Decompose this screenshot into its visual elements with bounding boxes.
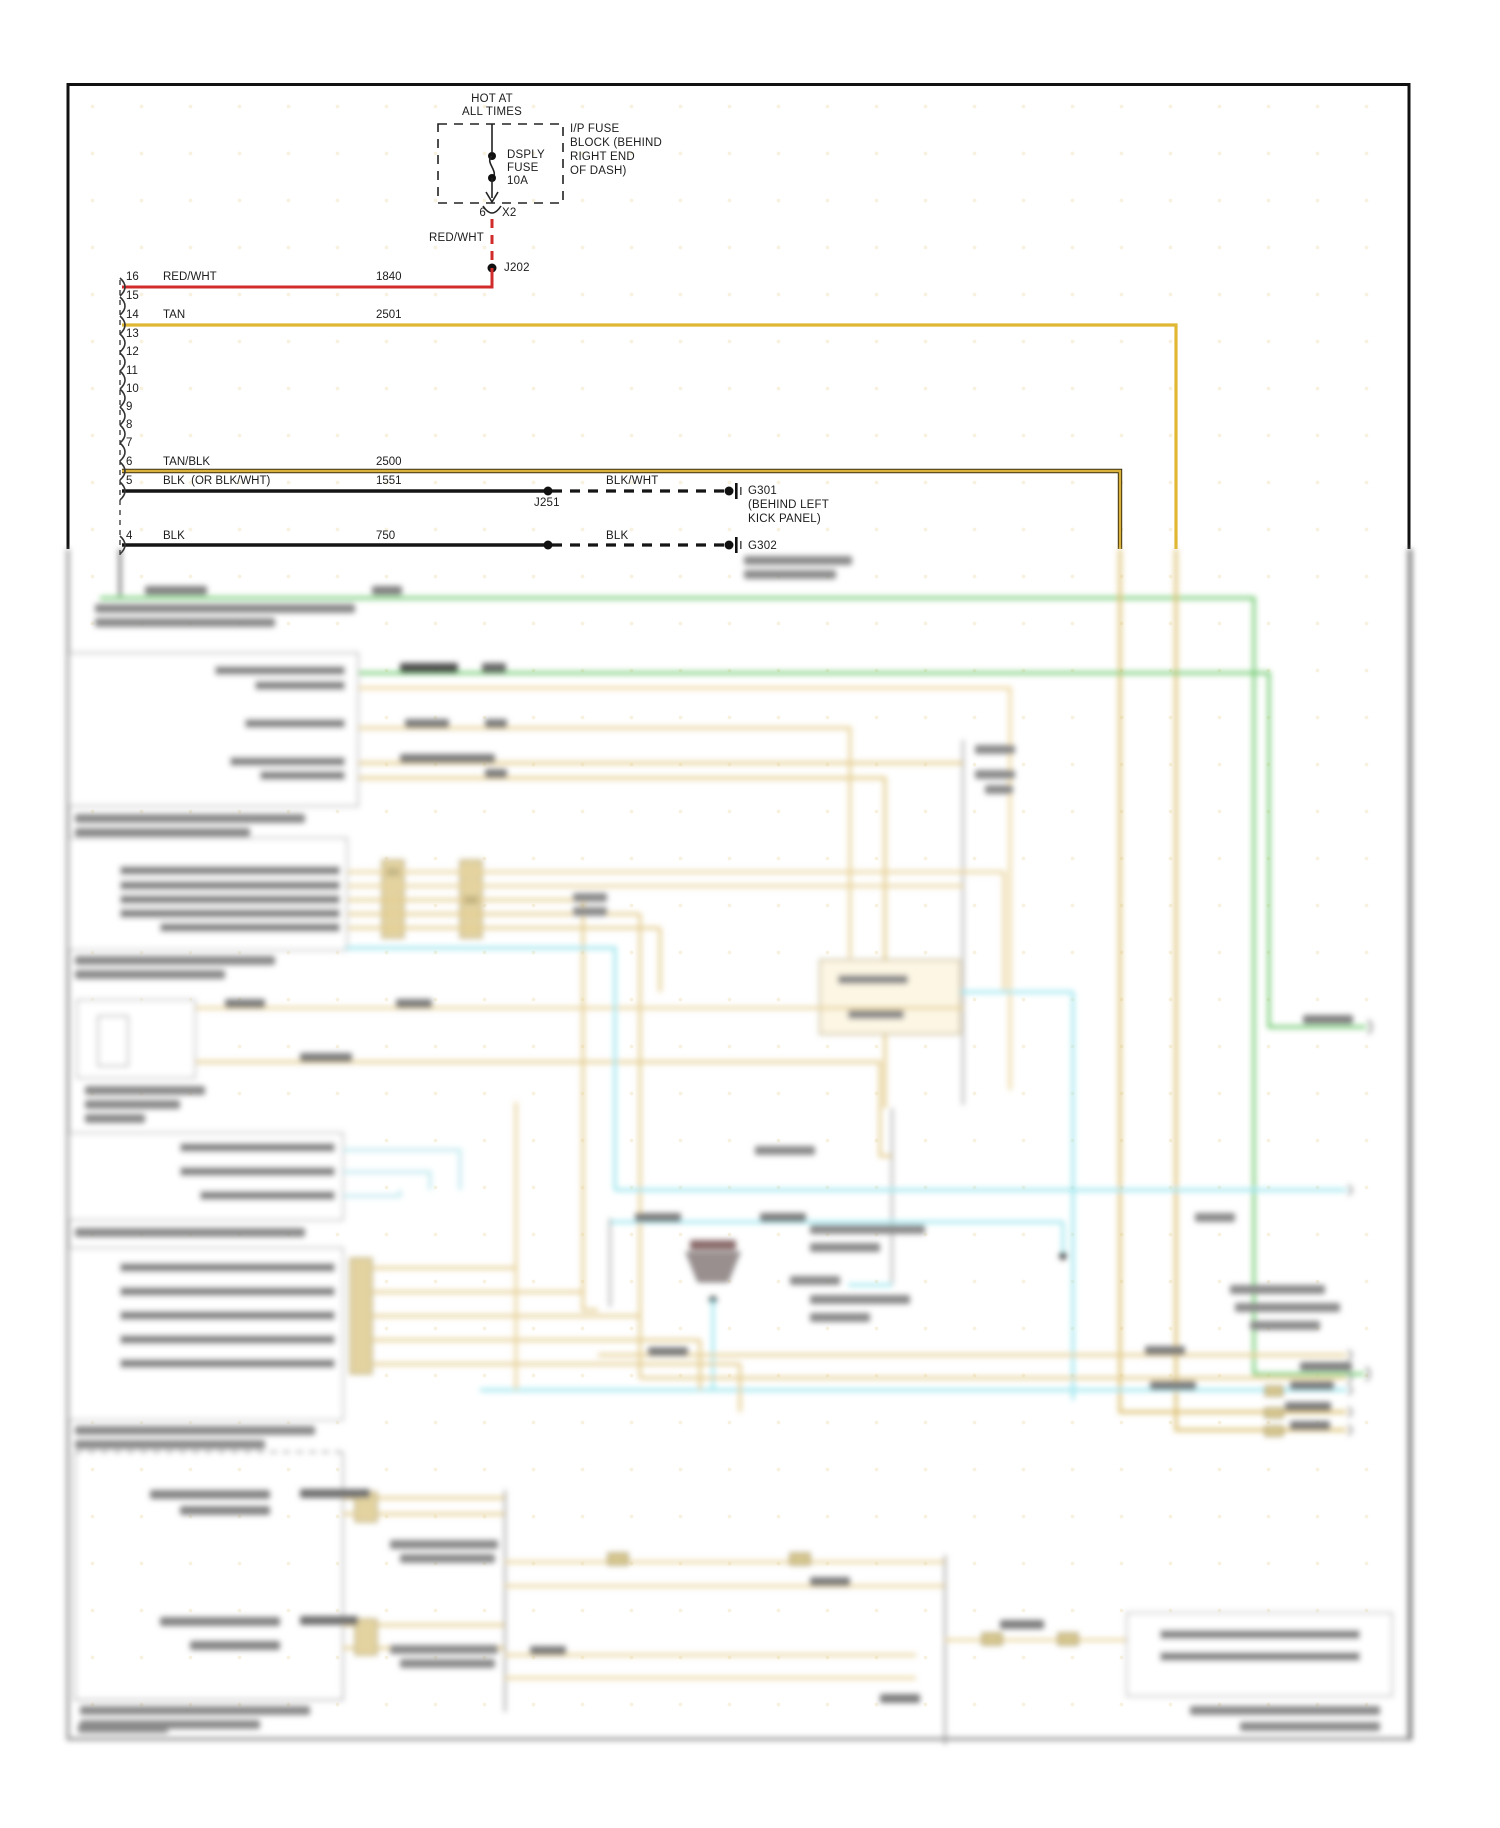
- fuse-block-note-line2: BLOCK (BEHIND: [570, 137, 663, 149]
- pin-number: 9: [126, 401, 133, 413]
- pin-row-10: [0, 382, 900, 396]
- fuse-block-note-line1: I/P FUSE: [570, 123, 620, 135]
- fuse-block-note-line3: RIGHT END: [570, 151, 635, 163]
- pin-row-12: [0, 345, 900, 359]
- circuit-number: 2501: [376, 309, 402, 321]
- pin-row-14: [0, 308, 900, 322]
- pin-number: 8: [126, 419, 133, 431]
- pin-row-15: [0, 289, 900, 303]
- fuse-output-connector: X2: [502, 207, 517, 219]
- g301-wire-color: BLK/WHT: [606, 475, 659, 487]
- power-source-label-line2: ALL TIMES: [462, 106, 522, 118]
- pin-number: 4: [126, 530, 133, 542]
- circuit-number: 1840: [376, 271, 402, 283]
- ground-g301-location-line2: KICK PANEL): [748, 513, 821, 525]
- pin-number: 14: [126, 309, 139, 321]
- pin-row-9: [0, 400, 900, 414]
- fuse-name-line1: DSPLY: [507, 149, 545, 161]
- pin-number: 13: [126, 328, 139, 340]
- circuit-number: 2500: [376, 456, 402, 468]
- wire-color-label: TAN/BLK: [163, 456, 211, 468]
- blurred-diagram-region: [68, 549, 1411, 1745]
- ground-g301-location-line1: (BEHIND LEFT: [748, 499, 829, 511]
- pin-row-8: [0, 418, 900, 432]
- fuse-block-box: [438, 124, 563, 203]
- pin-number: 6: [126, 456, 133, 468]
- pin-row-11: [0, 364, 900, 378]
- power-source-label-line1: HOT AT: [471, 93, 513, 105]
- pin-row-6: [0, 455, 900, 469]
- pin-number: 10: [126, 383, 139, 395]
- pin-row-13: [0, 327, 900, 341]
- g302-wire-color: BLK: [606, 530, 629, 542]
- fuse-name-line2: FUSE: [507, 162, 539, 174]
- wire-color-label: BLK (OR BLK/WHT): [163, 475, 271, 487]
- wire-color-label: TAN: [163, 309, 186, 321]
- junction-j251-label: J251: [534, 497, 560, 509]
- fuse-output-wire-color: RED/WHT: [428, 232, 484, 244]
- fuse-symbol: [486, 124, 498, 202]
- pin-number: 5: [126, 475, 133, 487]
- pin-row-7: [0, 436, 900, 450]
- wire-color-label: RED/WHT: [163, 271, 217, 283]
- circuit-number: 750: [376, 530, 396, 542]
- pin-row-16: [0, 270, 900, 284]
- circuit-number: 1551: [376, 475, 402, 487]
- pin-number: 11: [126, 365, 138, 377]
- pin-number: 12: [126, 346, 139, 358]
- junction-j202-label: J202: [504, 262, 530, 274]
- pin-number: 7: [126, 437, 133, 449]
- ground-g301-name: G301: [748, 485, 777, 497]
- fuse-rating: 10A: [507, 175, 529, 187]
- fuse-output-pin: 6: [479, 207, 486, 219]
- pin-number: 16: [126, 271, 139, 283]
- wire-color-label: BLK: [163, 530, 185, 542]
- fuse-block-note-line4: OF DASH): [570, 165, 627, 177]
- pin-number: 15: [126, 290, 139, 302]
- ground-g302-name: G302: [748, 540, 777, 552]
